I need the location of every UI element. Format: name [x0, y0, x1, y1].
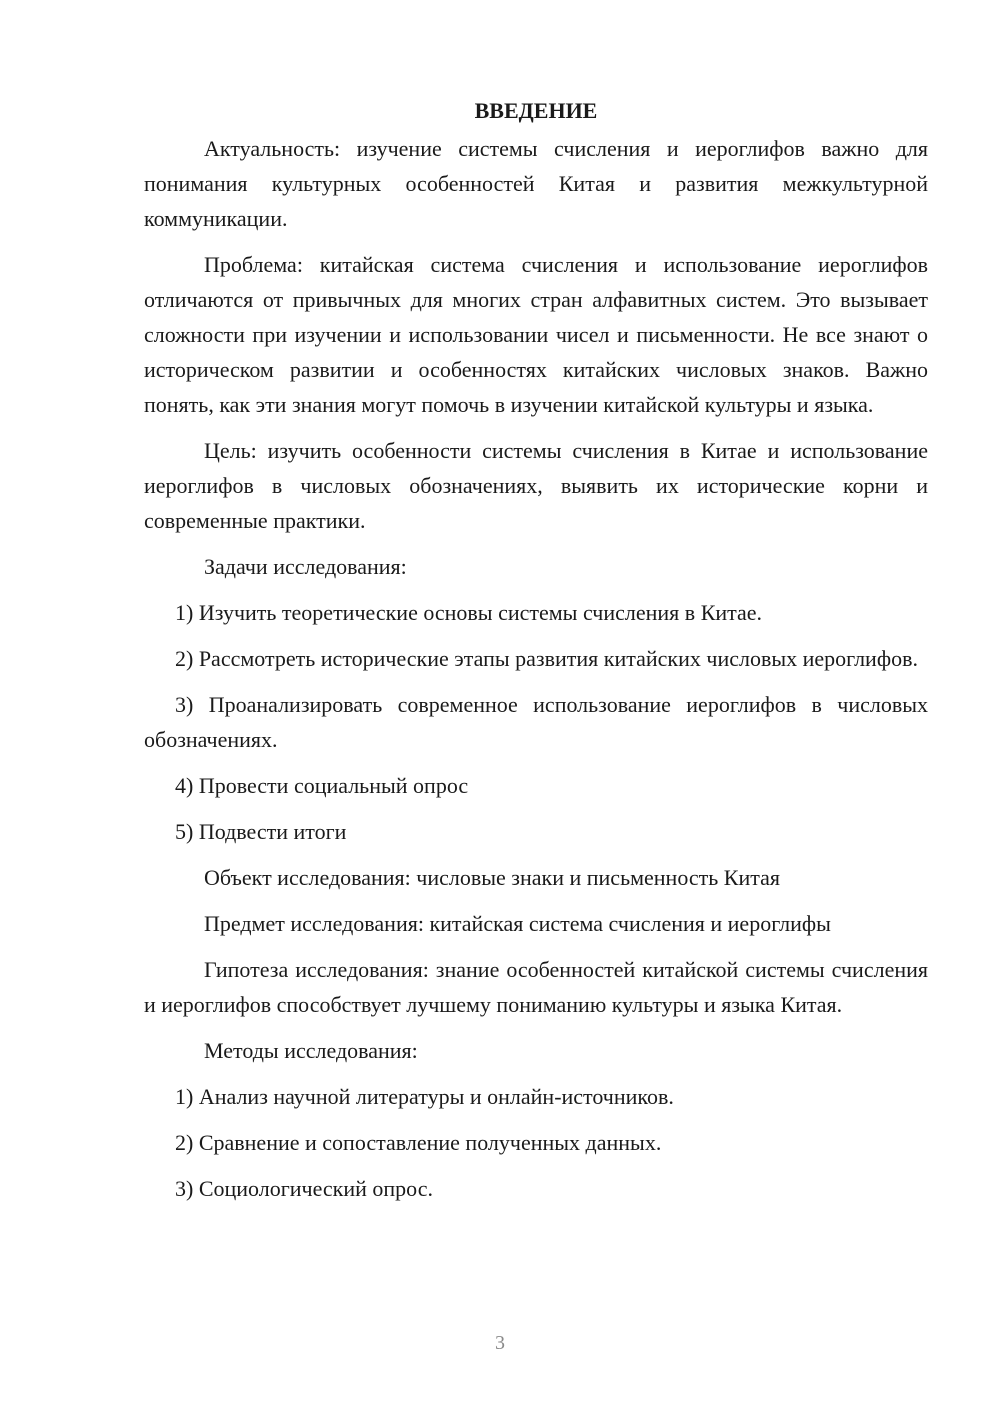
- task-item: 4) Провести социальный опрос: [175, 773, 469, 798]
- goal-paragraph: Цель: изучить особенности системы счисления в Китае и использование иероглифов в числовых обозначениях, выявить их исторические корни и современные практики.: [144, 438, 928, 533]
- tasks-heading: Задачи исследования:: [204, 554, 407, 579]
- task-item: 3) Проанализировать современное использование иероглифов в числовых обозначениях.: [144, 692, 928, 752]
- section-title: ВВЕДЕНИЕ: [474, 98, 598, 123]
- method-item: 3) Социологический опрос.: [175, 1176, 433, 1201]
- task-item: 1) Изучить теоретические основы системы счисления в Китае.: [175, 600, 763, 625]
- subject-paragraph: Предмет исследования: китайская система счисления и иероглифы: [204, 911, 831, 936]
- method-item: 2) Сравнение и сопоставление полученных данных.: [175, 1130, 662, 1155]
- method-item: 1) Анализ научной литературы и онлайн-источников.: [175, 1084, 674, 1109]
- document-page: [144, 93, 928, 1217]
- problem-paragraph: Проблема: китайская система счисления и использование иероглифов отличаются от привычных для многих стран алфавитных систем. Это вызывает сложности при изучении и использовании чисел и письменности. Не все знают о историческом развитии и особенностях китайских числовых знаков. Важно понять, как эти знания могут помочь в изучении китайской культуры и языка.: [144, 252, 928, 417]
- relevance-paragraph: Актуальность: изучение системы счисления и иероглифов важно для понимания культурных особенностей Китая и развития межкультурной коммуникации.: [144, 136, 928, 231]
- hypothesis-paragraph: Гипотеза исследования: знание особенностей китайской системы счисления и иероглифов способствует лучшему пониманию культуры и языка Китая.: [144, 957, 928, 1017]
- task-item: 2) Рассмотреть исторические этапы развития китайских числовых иероглифов.: [175, 646, 918, 671]
- methods-heading: Методы исследования:: [204, 1038, 418, 1063]
- page-number: 3: [495, 1332, 505, 1354]
- task-item: 5) Подвести итоги: [175, 819, 347, 844]
- object-paragraph: Объект исследования: числовые знаки и письменность Китая: [204, 865, 781, 890]
